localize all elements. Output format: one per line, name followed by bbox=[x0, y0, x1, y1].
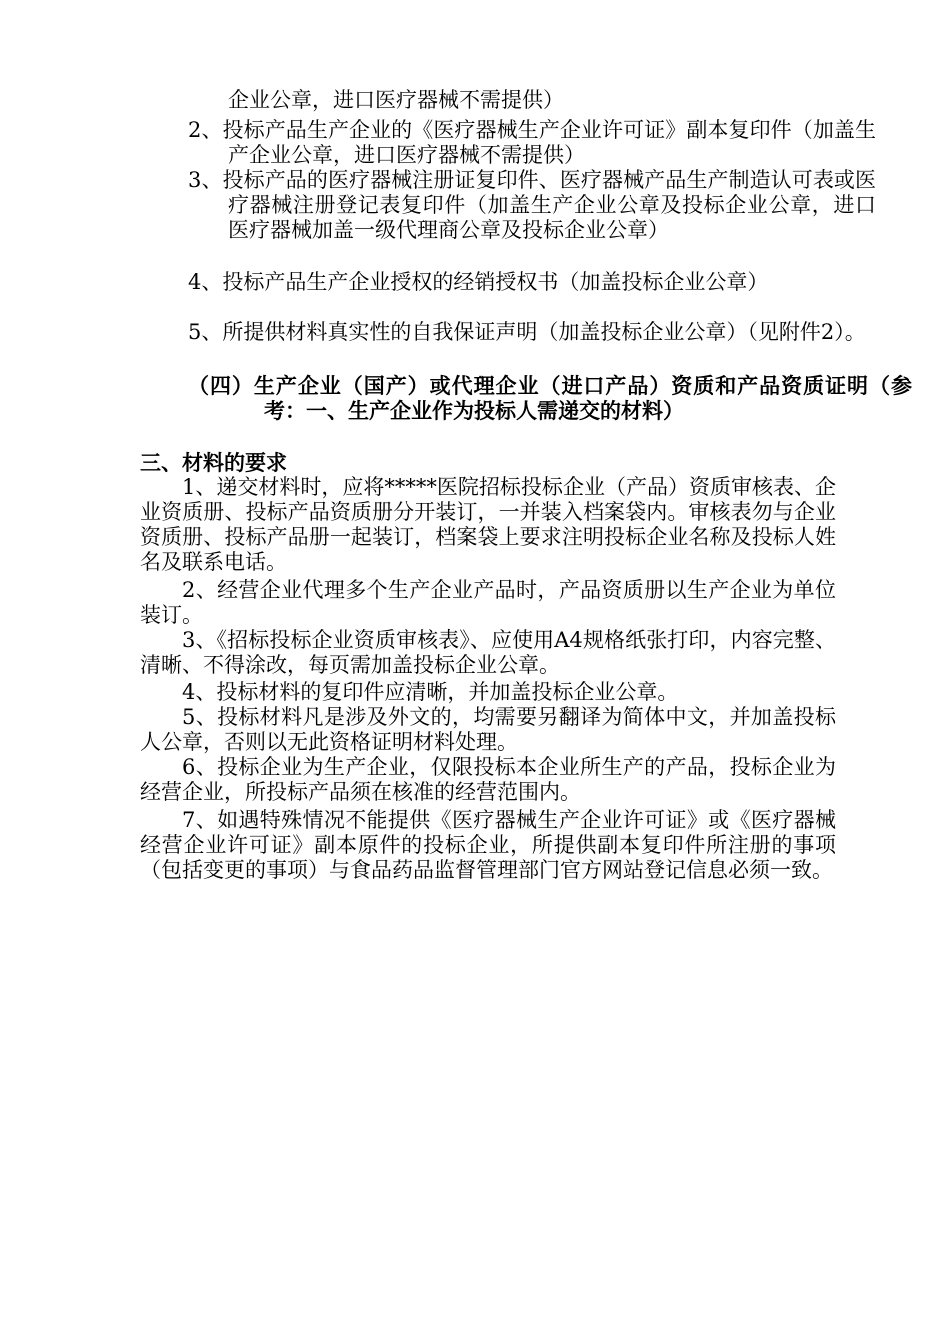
list-item-5: 5、所提供材料真实性的自我保证声明（加盖投标企业公章）（见附件2）。 bbox=[188, 320, 866, 344]
list-item-4: 4、投标产品生产企业授权的经销授权书（加盖投标企业公章） bbox=[188, 270, 769, 294]
list-item-2: 2、投标产品生产企业的《医疗器械生产企业许可证》副本复印件（加盖生产企业公章，进口医疗器械不需提供） bbox=[188, 118, 876, 167]
requirement-3: 3、《招标投标企业资质审核表》、应使用A4规格纸张打印，内容完整、清晰、不得涂改，每页需加盖投标企业公章。 bbox=[140, 628, 836, 677]
requirement-2: 2、经营企业代理多个生产企业产品时，产品资质册以生产企业为单位装订。 bbox=[140, 578, 836, 627]
requirement-4: 4、投标材料的复印件应清晰，并加盖投标企业公章。 bbox=[182, 680, 679, 704]
list-item-3: 3、投标产品的医疗器械注册证复印件、医疗器械产品生产制造认可表或医疗器械注册登记表复印件（加盖生产企业公章及投标企业公章，进口医疗器械加盖一级代理商公章及投标企业公章） bbox=[188, 168, 876, 242]
requirement-1: 1、递交材料时，应将*****医院招标投标企业（产品）资质审核表、企业资质册、投标产品资质册分开装订，一并装入档案袋内。审核表勿与企业资质册、投标产品册一起装订，档案袋上要求注明投标企业名称及投标人姓名及联系电话。 bbox=[140, 475, 836, 574]
subsection-4-heading: （四）生产企业（国产）或代理企业（进口产品）资质和产品资质证明（参考：一、生产企业作为投标人需递交的材料） bbox=[188, 373, 912, 423]
requirement-5: 5、投标材料凡是涉及外文的，均需要另翻译为简体中文，并加盖投标人公章，否则以无此资格证明材料处理。 bbox=[140, 705, 836, 754]
section-3-title: 三、材料的要求 bbox=[140, 450, 287, 475]
requirement-6: 6、投标企业为生产企业，仅限投标本企业所生产的产品，投标企业为经营企业，所投标产品须在核准的经营范围内。 bbox=[140, 755, 836, 804]
continuation-line: 企业公章，进口医疗器械不需提供） bbox=[228, 88, 564, 112]
requirement-7: 7、如遇特殊情况不能提供《医疗器械生产企业许可证》或《医疗器械经营企业许可证》副本原件的投标企业，所提供副本复印件所注册的事项（包括变更的事项）与食品药品监督管理部门官方网站登记信息必须一致。 bbox=[140, 808, 836, 882]
